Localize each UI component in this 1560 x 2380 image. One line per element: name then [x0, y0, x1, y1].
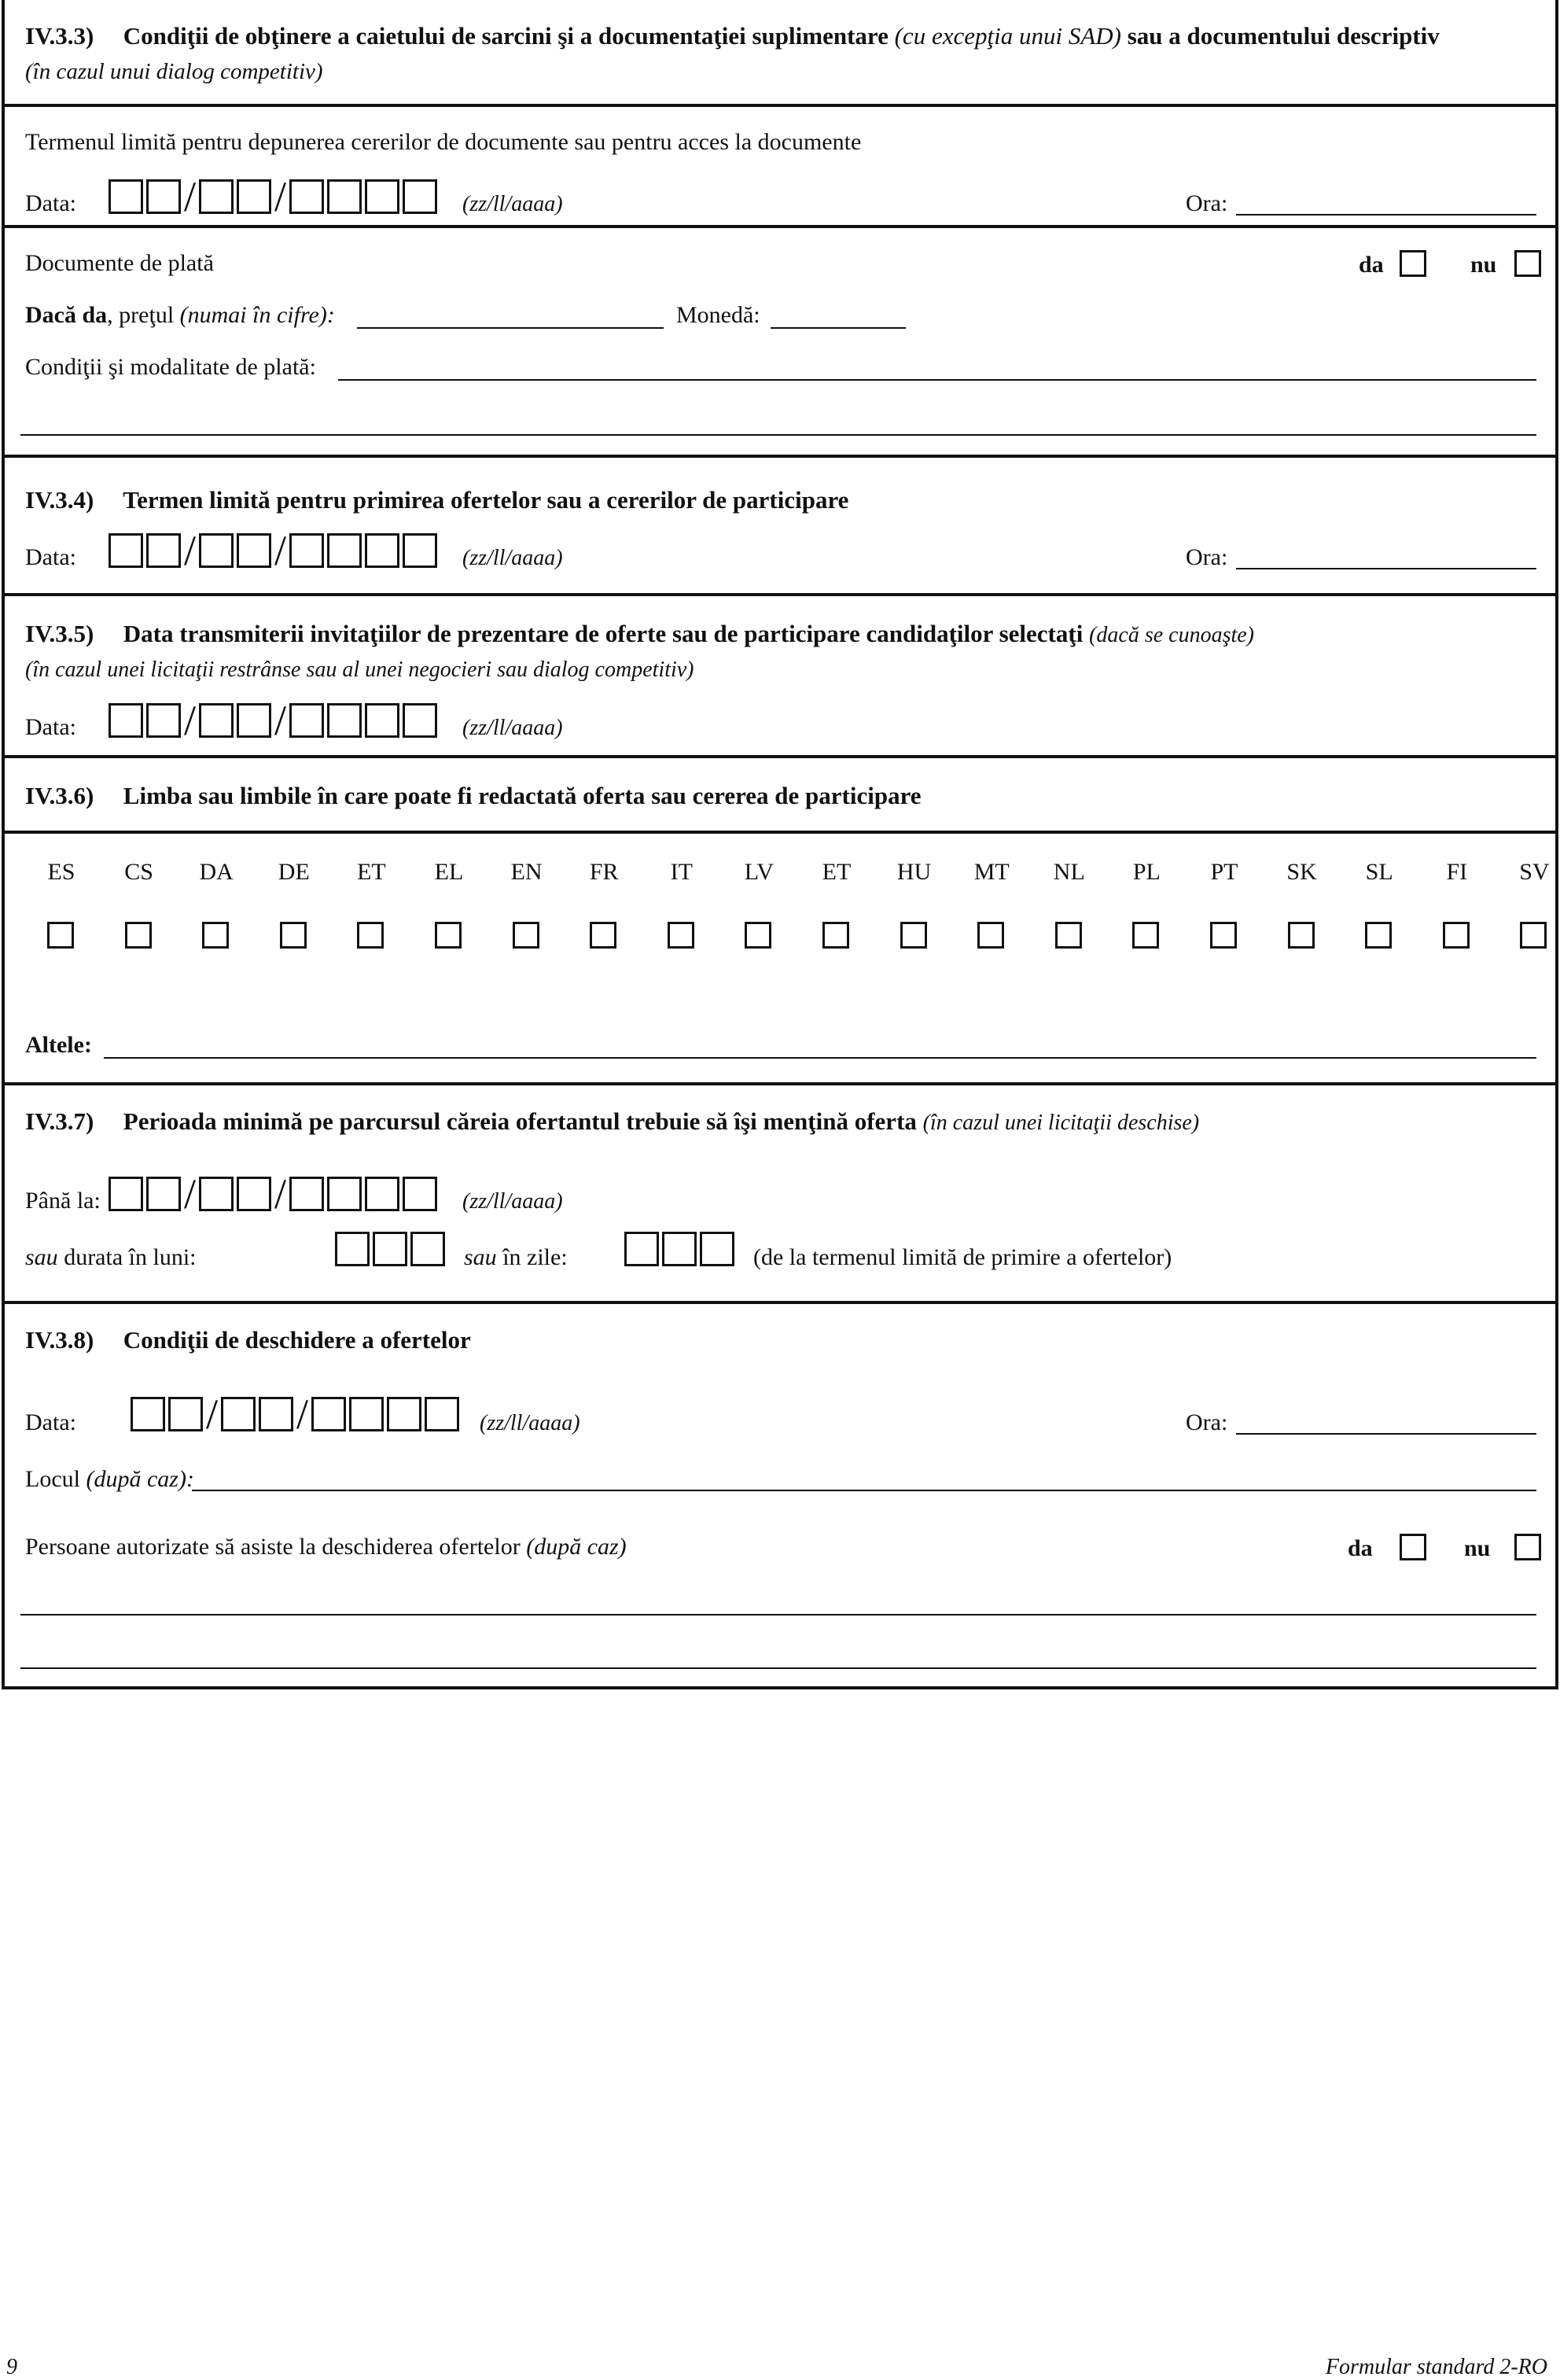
ora-label: Ora:	[1186, 190, 1228, 216]
language-checkbox[interactable]	[590, 922, 616, 949]
price-label: , preţul	[107, 302, 175, 328]
language-label: ET	[822, 859, 852, 885]
section-iv-3-3-payment	[5, 228, 1555, 458]
section-subtitle: (în cazul unei licitaţii restrânse sau al unei negocieri sau dialog competitiv)	[25, 658, 694, 682]
date-label: Data:	[25, 1409, 76, 1435]
or-word: sau	[464, 1244, 497, 1270]
ora-label: Ora:	[1186, 1409, 1228, 1435]
section-iv-3-4	[5, 458, 1555, 596]
language-checkbox[interactable]	[357, 922, 384, 949]
currency-input-line[interactable]	[771, 327, 906, 329]
place-input-line[interactable]	[192, 1490, 1536, 1491]
language-label: DA	[199, 859, 234, 885]
ora-input-line[interactable]	[1236, 1433, 1536, 1435]
section-title: Condiţii de obţinere a caietului de sarcini şi a documentaţiei suplimentare	[123, 22, 889, 50]
language-label: FI	[1446, 859, 1468, 885]
language-label: EN	[510, 859, 543, 885]
price-input-line[interactable]	[357, 327, 664, 329]
language-label: LV	[744, 859, 774, 885]
language-label: FR	[589, 859, 619, 885]
persons-input-line-2[interactable]	[20, 1667, 1536, 1669]
form-name: Formular standard 2-RO	[1325, 2355, 1547, 2379]
date-input-boxes[interactable]: / /	[109, 529, 440, 572]
persons-note: (după caz)	[526, 1534, 627, 1560]
section-title: Data transmiterii invitaţiilor de prezentare de oferte sau de participare candidaţilor selectaţi	[123, 620, 1084, 647]
language-label: SL	[1365, 859, 1393, 885]
date-format: (zz/ll/aaaa)	[462, 1189, 563, 1214]
yes-checkbox[interactable]	[1400, 250, 1426, 277]
language-label: ET	[357, 859, 386, 885]
currency-label: Monedă:	[676, 302, 760, 328]
paid-documents-label: Documente de plată	[25, 250, 214, 276]
date-format: (zz/ll/aaaa)	[462, 546, 563, 570]
section-iv-3-6-header	[5, 758, 1555, 834]
persons-label: Persoane autorizate să asiste la deschiderea ofertelor	[25, 1534, 521, 1560]
section-iv-3-3-header	[5, 0, 1555, 107]
date-input-boxes[interactable]: / /	[109, 698, 440, 742]
section-iv-3-5	[5, 596, 1555, 758]
persons-input-line-1[interactable]	[20, 1614, 1536, 1616]
page-number: 9	[6, 2355, 17, 2379]
language-label: ES	[47, 859, 75, 885]
language-checkbox[interactable]	[1210, 922, 1237, 949]
section-number: IV.3.3)	[25, 22, 94, 50]
days-input-boxes[interactable]	[624, 1227, 738, 1266]
form-frame	[2, 0, 1558, 1689]
language-checkbox[interactable]	[1443, 922, 1470, 949]
place-label-row	[25, 1468, 194, 1491]
payment-terms-line-1[interactable]	[338, 379, 1536, 381]
language-label: IT	[670, 859, 693, 885]
language-label: MT	[973, 859, 1010, 885]
persons-label-row	[25, 1535, 627, 1559]
section-number: IV.3.4)	[25, 486, 94, 514]
yes-checkbox[interactable]	[1400, 1534, 1426, 1560]
language-checkbox[interactable]	[513, 922, 539, 949]
language-checkbox[interactable]	[745, 922, 771, 949]
language-checkbox[interactable]	[1288, 922, 1315, 949]
language-label: NL	[1053, 859, 1085, 885]
months-input-boxes[interactable]	[335, 1227, 448, 1266]
section-iv-3-7	[5, 1085, 1555, 1304]
yes-label: da	[1359, 252, 1384, 278]
language-checkbox[interactable]	[977, 922, 1004, 949]
ora-label: Ora:	[1186, 544, 1228, 570]
section-iv-3-7-title	[25, 1109, 1199, 1134]
date-label: Data:	[25, 714, 76, 740]
section-title-cont: sau a documentului descriptiv	[1127, 22, 1440, 50]
language-checkbox[interactable]	[822, 922, 849, 949]
language-checkbox[interactable]	[1055, 922, 1082, 949]
language-label: DE	[278, 859, 310, 885]
until-date-input-boxes[interactable]: / /	[109, 1172, 440, 1215]
section-number: IV.3.5)	[25, 620, 94, 647]
language-label: SV	[1519, 859, 1550, 885]
place-note: (după caz):	[86, 1466, 194, 1492]
date-input-boxes[interactable]: / /	[131, 1392, 462, 1435]
date-input-boxes[interactable]: / /	[109, 175, 440, 218]
date-label: Data:	[25, 544, 76, 570]
no-checkbox[interactable]	[1514, 250, 1541, 277]
section-iv-3-8	[5, 1304, 1555, 1689]
days-label	[464, 1246, 568, 1269]
language-checkbox[interactable]	[280, 922, 307, 949]
section-iv-3-6-languages	[5, 834, 1555, 1085]
from-deadline-note: (de la termenul limită de primire a ofertelor)	[753, 1244, 1172, 1270]
no-label: nu	[1464, 1535, 1491, 1561]
section-title: Limba sau limbile în care poate fi redactată oferta sau cererea de participare	[123, 782, 922, 809]
price-row	[25, 304, 335, 327]
language-checkbox[interactable]	[202, 922, 229, 949]
section-title-note: (dacă se cunoaşte)	[1089, 623, 1255, 647]
section-iv-3-4-title	[25, 488, 848, 512]
language-checkbox[interactable]	[47, 922, 74, 949]
section-number: IV.3.8)	[25, 1326, 94, 1354]
language-label: EL	[434, 859, 464, 885]
section-iv-3-3-deadline	[5, 107, 1555, 228]
section-title: Termen limită pentru primirea ofertelor sau a cererilor de participare	[123, 486, 849, 514]
language-checkbox[interactable]	[435, 922, 462, 949]
months-label	[25, 1246, 196, 1269]
no-checkbox[interactable]	[1514, 1534, 1541, 1560]
section-iv-3-8-title	[25, 1328, 471, 1352]
language-label: HU	[896, 859, 932, 885]
yes-label: da	[1348, 1535, 1373, 1561]
place-label: Locul	[25, 1466, 80, 1492]
language-checkbox[interactable]	[125, 922, 152, 949]
section-title: Condiţii de deschidere a ofertelor	[123, 1326, 471, 1354]
days-text: în zile:	[496, 1244, 568, 1270]
no-label: nu	[1470, 252, 1497, 278]
language-checkbox[interactable]	[1365, 922, 1392, 949]
language-label: CS	[124, 859, 153, 885]
language-checkbox[interactable]	[1132, 922, 1159, 949]
section-title: Perioada minimă pe parcursul căreia ofertantul trebuie să îşi menţină oferta	[123, 1107, 917, 1135]
date-format: (zz/ll/aaaa)	[462, 192, 563, 216]
section-iv-3-5-title	[25, 621, 1254, 647]
or-word: sau	[25, 1244, 58, 1270]
language-label: SK	[1286, 859, 1317, 885]
until-label: Până la:	[25, 1188, 101, 1214]
language-checkbox[interactable]	[1520, 922, 1547, 949]
section-title-note: (în cazul unei licitaţii deschise)	[922, 1111, 1200, 1135]
section-iv-3-3-title	[25, 24, 1440, 48]
payment-terms-line-2[interactable]	[20, 434, 1536, 436]
section-iv-3-6-title	[25, 783, 922, 808]
if-yes-label: Dacă da	[25, 302, 108, 328]
section-subtitle: (în cazul unui dialog competitiv)	[25, 59, 323, 84]
date-format: (zz/ll/aaaa)	[480, 1411, 580, 1435]
deadline-label: Termenul limită pentru depunerea cererilor de documente sau pentru acces la documente	[25, 129, 862, 155]
price-note: (numai în cifre):	[179, 302, 335, 328]
date-format: (zz/ll/aaaa)	[462, 716, 563, 740]
language-label: PT	[1210, 859, 1238, 885]
section-number: IV.3.6)	[25, 782, 94, 809]
other-languages-label: Altele:	[25, 1032, 92, 1058]
ora-input-line[interactable]	[1236, 568, 1536, 569]
section-number: IV.3.7)	[25, 1107, 94, 1135]
language-label: PL	[1132, 859, 1161, 885]
months-text: durata în luni:	[57, 1244, 197, 1270]
language-checkbox[interactable]	[900, 922, 927, 949]
payment-terms-label: Condiţii şi modalitate de plată:	[25, 354, 316, 380]
date-label: Data:	[25, 190, 76, 216]
section-title-note: (cu excepţia unui SAD)	[894, 22, 1121, 50]
ora-input-line[interactable]	[1236, 214, 1536, 216]
other-languages-input-line[interactable]	[104, 1057, 1536, 1059]
language-checkbox[interactable]	[668, 922, 694, 949]
